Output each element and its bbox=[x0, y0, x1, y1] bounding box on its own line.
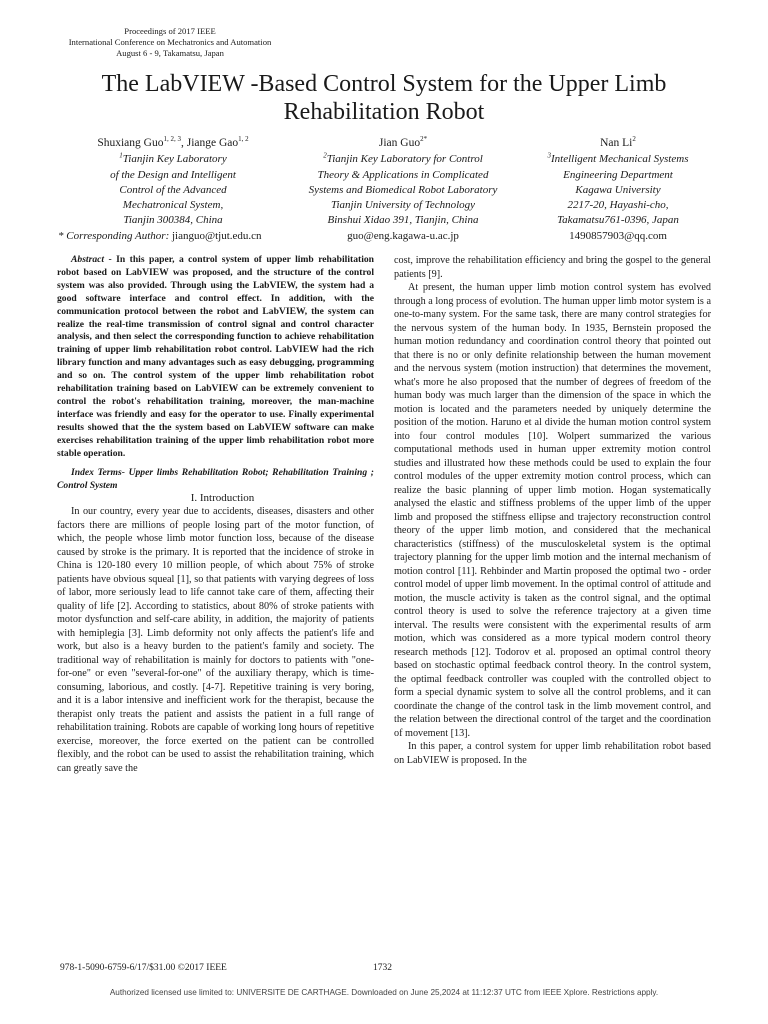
index-terms-label: Index Terms- bbox=[71, 466, 125, 478]
affiliation-line: of the Design and Intelligent bbox=[110, 168, 236, 181]
affiliation-line: $^1$Tianjin Key Laboratory bbox=[119, 151, 227, 166]
abstract-text: - In this paper, a control system of upper limb rehabilitation robot based on LabVIEW was proposed, and the structure of the control system was also provided. Through using the LabVIEW, the system had a good software interface and control effect. In addition, with the communication protocol between the robot and LabVIEW, the system can realize the real-time transmission of control signal and control character analysis, and then select the corresponding function to achieve rehabilitation training of upper limb rehabilitation robot control. LabVIEW had the rich library function and many advantages such as easy debugging, programming and so on. The control system of the upper limb rehabilitation robot rehabilitation training based on LabVIEW can be extremely convenient to control the robot's rehabilitation training, moreover, the man-machine interface was friendly and easy for the operator to use. Finally experimental results showed that the the system based on LabVIEW software can make exercises rehabilitation training of the upper limb rehabilitation robot more stable operation. bbox=[57, 254, 374, 459]
copyright-line: 978-1-5090-6759-6/17/$31.00 ©2017 IEEE bbox=[60, 963, 227, 973]
affiliation-line: Theory & Applications in Complicated bbox=[317, 168, 489, 181]
index-terms-text: Upper limbs Rehabilitation Robot; Rehabilitation Training ; Control System bbox=[57, 466, 374, 491]
corresponding-author: * Corresponding Author: jianguo@tjut.edu.cn bbox=[58, 229, 262, 242]
affiliation-line: Tianjin 300384, China bbox=[123, 214, 223, 227]
affiliation-line: Control of the Advanced bbox=[119, 183, 227, 196]
author-column-3 bbox=[518, 136, 718, 244]
affiliation-line: Engineering Department bbox=[563, 168, 673, 181]
author-column-1 bbox=[48, 136, 298, 244]
corresponding-email[interactable]: jianguo@tjut.edu.cn bbox=[171, 229, 262, 242]
abstract bbox=[57, 254, 374, 461]
author-names: Nan Li$^2$ bbox=[600, 135, 636, 149]
body-paragraph: In our country, every year due to accidents, diseases, disasters and other factors there are millions of people losing part of the motor function, of which, the people whose limb motor function loss, because of the disease caused by stroke is the primary. It is reported that the incidence of stroke in China is 120-180 every 10 million people, of which about 75% of stroke patients have obvious squeal [1], so that patients with varying degrees of loss of labor, more seriously lead to life cannot take care of them, affecting their quality of life [2]. According to statistics, about 80% of stroke patients with motor dysfunction and self-care ability, in addition, the majority of patients with hemiplegia [3]. Limb deformity not only affects the patient's life and work, but also is a heavy burden to the patient's family and society. The traditional way of rehabilitation is mainly for doctors to patients with "one-for-one" or even "several-for-one" of the auxiliary therapy, which is time-consuming, laborious, and costly. [4-7]. Repetitive training is very boring, and it is a labor intensive and inefficient work for the therapist, because the therapist only treats the patient and assists the patient in a full range of rehabilitation training. Robots are capable of working long hours of repetitive exercise, moreover, the force exerted on the patient can be controlled flexibly, and the robot can be used to assist the rehabilitation training, which can greatly save the bbox=[57, 506, 374, 774]
author-column-2 bbox=[288, 136, 518, 244]
author-block bbox=[48, 136, 728, 248]
affiliation-line: $^3$Intelligent Mechanical Systems bbox=[547, 151, 689, 166]
conference-line: Proceedings of 2017 IEEE bbox=[124, 26, 216, 36]
author-email[interactable]: guo@eng.kagawa-u.ac.jp bbox=[347, 229, 459, 242]
author-email[interactable]: 1490857903@qq.com bbox=[569, 229, 667, 242]
conference-header bbox=[40, 26, 300, 59]
conference-line: August 6 - 9, Takamatsu, Japan bbox=[116, 48, 224, 58]
body-paragraph: cost, improve the rehabilitation efficiency and bring the gospel to the general patients [9]. bbox=[394, 255, 711, 280]
affiliation-line: $^2$Tianjin Key Laboratory for Control bbox=[323, 151, 483, 166]
paper-title bbox=[0, 70, 768, 126]
affiliation-line: 2217-20, Hayashi-cho, bbox=[567, 199, 669, 212]
affiliation-line: Tianjin University of Technology bbox=[330, 199, 476, 212]
abstract-label: Abstract bbox=[71, 254, 105, 265]
affiliation-line: Systems and Biomedical Robot Laboratory bbox=[308, 183, 498, 196]
body-paragraph: In this paper, a control system for upper limb rehabilitation robot based on LabVIEW is proposed. In the bbox=[394, 741, 711, 766]
title-line: The LabVIEW -Based Control System for the Upper Limb bbox=[101, 71, 667, 97]
affiliation-line: Binshui Xidao 391, Tianjin, China bbox=[327, 214, 479, 227]
affiliation-line: Mechatronical System, bbox=[122, 199, 224, 212]
body-paragraph: At present, the human upper limb motion control system has evolved through a long process of evolution. The human upper limb motor system is a one-to-many system. For the same task, there are many control strategies for the nervous system of the human body. In 1935, Bernstein proposed the human motion redundancy and coordination control theory that pointed out that there is no or only definite relationship between the human movement and the nervous system (motion instruction) that determines the movement, what's more he also proposed that the number of degrees of freedom of the human body was much larger than the dimension of the space in which the motion is located and the parameters needed by uniquely determine the position of the motion. Haruno et al divide the human motion control system into four control modules [10]. Wolpert summarized the various computational methods used in human upper extremity motion control studies and illustrated how these methods could be used to explain the four control modules of the upper extremity motion control process, which can realize the basic planning of upper limb motion. Hogan systematically analysed the elastic and stiffness problems of the upper limb of the upper limb and proposed the stiffness ellipse and trajectory reconstruction control theory of the upper limb motion, and considered that the mechanical characteristics (stiffness) of the musculoskeletal system is the optimal trajectory planning for the upper limb motion and the internal mechanism of motion control [11]. Rehbinder and Martin proposed the optimal two - order control model of upper limb movement. In the optimal control of attitude and motion, the muscle activity is taken as the control signal, and the optimal control theory is used to solve the reference trajectory at a given time interval. The results were consistent with the experimental results of arm motion, which was considered as a more typical modern control theory research methods [12]. Todorov et al. proposed an optimal control theory based on stochastic optimal feedback control theory. In the control system, the optimal feedback controller was coupled with the controlled object to form a special dynamic system to solve all the control problems, and it can coordinate the change of the control task in the limb movement control, and the relation between the directional control of the target and the coordination of movement [13]. bbox=[394, 282, 711, 739]
section-heading: I. Introduction bbox=[190, 491, 255, 504]
license-notice: Authorized licensed use limited to: UNIVERSITE DE CARTHAGE. Downloaded on June 25,2024 at 11:12:37 UTC from IEEE Xplore. Restrictions apply. bbox=[109, 988, 659, 997]
right-column bbox=[394, 254, 711, 767]
left-column bbox=[57, 254, 374, 775]
author-names: Shuxiang Guo$^{1, 2, 3}$, Jiange Gao$^{1, 2}$ bbox=[97, 135, 249, 149]
affiliation-line: Kagawa University bbox=[575, 183, 661, 196]
conference-line: International Conference on Mechatronics and Automation bbox=[68, 37, 272, 47]
affiliation-line: Takamatsu761-0396, Japan bbox=[557, 214, 679, 227]
author-names: Jian Guo$^{2*}$ bbox=[378, 135, 428, 149]
index-terms bbox=[57, 466, 374, 492]
title-line: Rehabilitation Robot bbox=[283, 99, 485, 125]
page-number: 1732 bbox=[373, 963, 392, 973]
